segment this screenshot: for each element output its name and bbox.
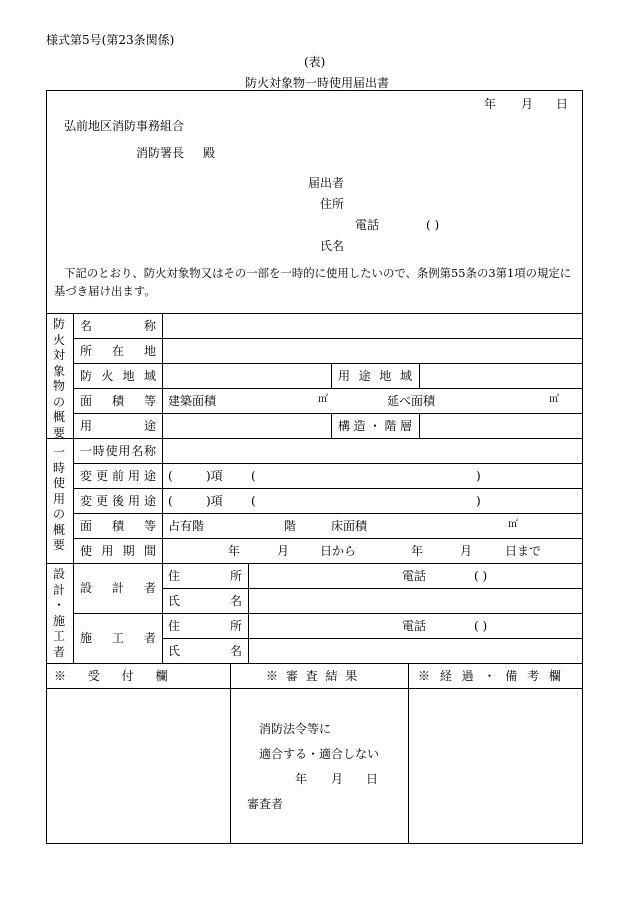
side-label: (表) [304,55,326,69]
section2-label: 一時使用の概要 [53,445,66,552]
form-title: 防火対象物一時使用届出書 [245,76,390,90]
label-location: 所 在 地 [80,344,156,358]
unit-sqm-floor: ㎡ [508,519,518,530]
constructor-phone-label: 電話 [402,619,427,633]
organization: 弘前地区消防事務組合 [64,119,185,133]
after-paren-open: ( [251,494,256,508]
label-total-floor-area: 延べ面積 [387,394,436,408]
unit-sqm-total: ㎡ [549,394,559,405]
period-to-month: 月 [460,544,473,558]
date-day[interactable]: 日 [556,97,569,111]
review-year: 年 [295,772,308,786]
notes-field[interactable] [409,689,582,843]
designer-phone-label: 電話 [402,569,427,583]
label-period: 使 用 期 間 [80,544,156,558]
applicant-phone-label[interactable]: 電話 [355,218,380,232]
date-year[interactable]: 年 [484,97,497,111]
label-area: 面 積 等 [80,394,156,408]
designer-phone-parens: ( ) [474,569,488,583]
label-floor-area: 床面積 [331,519,368,533]
addressee-suffix: 殿 [203,146,216,160]
designer-address-label: 住 所 [168,569,242,583]
label-after-use: 変 更 後 用 途 [80,494,156,508]
label-building-area: 建築面積 [168,394,217,408]
reception-field[interactable] [47,689,229,843]
before-item-open: ( [168,469,173,483]
period-to-day: 日まで [505,544,542,558]
label-name: 名 称 [80,319,156,333]
period-from-month: 月 [277,544,290,558]
period-from-year: 年 [228,544,241,558]
label-fire-zone: 防 火 地 域 [80,369,156,383]
form-id: 様式第5号(第23条関係) [46,33,175,47]
review-line-1: 消防法令等に [259,722,332,736]
section1-label: 防火対象物の概要 [53,317,66,440]
unit-sqm-building: ㎡ [318,394,328,405]
applicant-label: 届出者 [308,176,345,190]
period-to-year: 年 [411,544,424,558]
constructor-address-label: 住 所 [168,619,242,633]
constructor-phone-parens: ( ) [474,619,488,633]
after-item-open: ( [168,494,173,508]
statement-line-1: 下記のとおり、防火対象物又はその一部を一時的に使用したいので、条例第55条の3第1項の規定に [64,266,572,280]
addressee-role: 消防署長 [136,146,185,160]
applicant-address-label[interactable]: 住所 [320,197,345,211]
period-from-day: 日から [320,544,357,558]
label-structure: 構 造 ・ 階 層 [338,419,412,433]
applicant-name-label[interactable]: 氏名 [320,239,345,253]
label-constructor: 施 工 者 [80,631,156,645]
reviewer-label: 審査者 [247,797,284,811]
label-designer: 設 計 者 [80,581,156,595]
review-line-2: 適合する・適合しない [259,747,380,761]
label-occupied-floor: 占有階 [168,519,205,533]
before-paren-close: ) [476,469,481,483]
reception-header: ※ 受 付 欄 [54,669,168,683]
label-temp-name: 一 時 使 用 名 称 [80,444,156,458]
before-paren-open: ( [251,469,256,483]
label-area-2: 面 積 等 [80,519,156,533]
section3-label: 設計 ・ 施工者 [53,567,66,659]
notes-header: ※ 経 過 ・ 備 考 欄 [418,669,561,683]
label-floor: 階 [284,519,297,533]
review-month: 月 [331,772,344,786]
statement-line-2: 基づき届け出ます。 [54,284,156,298]
before-item-close: )項 [206,469,223,483]
review-day: 日 [366,772,379,786]
label-before-use: 変 更 前 用 途 [80,469,156,483]
constructor-name-label: 氏 名 [168,644,242,658]
after-paren-close: ) [476,494,481,508]
review-header: ※ 審 査 結 果 [266,669,358,683]
label-use: 用 途 [80,419,156,433]
date-month[interactable]: 月 [521,97,534,111]
designer-name-label: 氏 名 [168,594,242,608]
after-item-close: )項 [206,494,223,508]
applicant-phone-parens[interactable]: ( ) [426,218,440,232]
label-use-zone: 用 途 地 域 [338,369,412,383]
